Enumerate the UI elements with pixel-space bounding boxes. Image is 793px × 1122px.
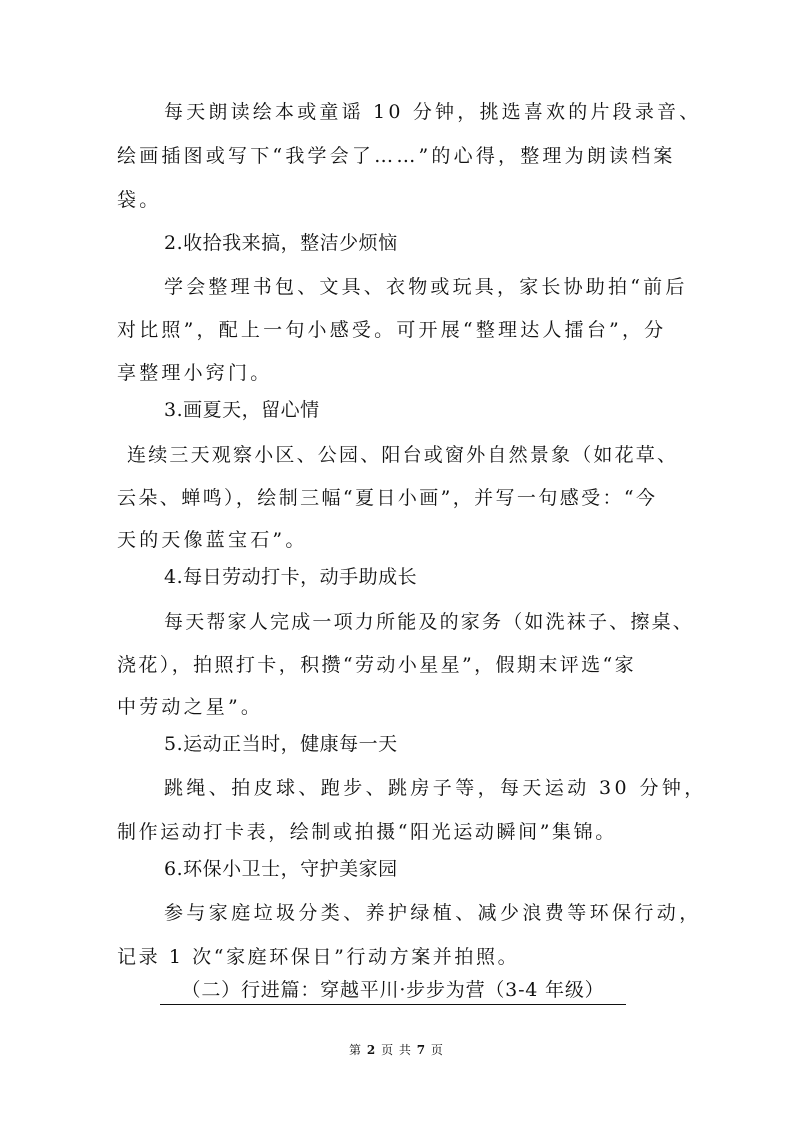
- paragraph-line: 跳绳、拍皮球、跑步、跳房子等，每天运动 30 分钟，: [164, 777, 707, 799]
- paragraph-line: 连续三天观察小区、公园、阳台或窗外自然景象（如花草、: [127, 444, 679, 466]
- paragraph-line: 学会整理书包、文具、衣物或玩具，家长协助拍“前后: [164, 276, 688, 298]
- paragraph-line: 云朵、蝉鸣），绘制三幅“夏日小画”，并写一句感受：“今: [117, 487, 658, 509]
- paragraph-line: 享整理小窍门。: [117, 362, 273, 384]
- paragraph-line: 绘画插图或写下“我学会了……”的心得，整理为朗读档案: [117, 145, 676, 167]
- paragraph-line: 每天帮家人完成一项力所能及的家务（如洗袜子、擦桌、: [164, 611, 695, 633]
- item-heading: 4.每日劳动打卡，动手助成长: [164, 566, 418, 588]
- paragraph-line: 对比照”，配上一句小感受。可开展“整理达人擂台”，分: [117, 319, 667, 341]
- footer-middle: 页 共: [381, 1043, 412, 1057]
- page-footer: [0, 1041, 793, 1058]
- footer-suffix: 页: [430, 1043, 444, 1057]
- paragraph-line: 参与家庭垃圾分类、养护绿植、减少浪费等环保行动，: [164, 902, 702, 924]
- paragraph-line: 浇花），拍照打卡，积攒“劳动小星星”，假期末评选“家: [117, 654, 637, 676]
- paragraph-line: 袋。: [117, 189, 162, 211]
- item-heading: 6.环保小卫士，守护美家园: [164, 858, 398, 880]
- paragraph-line: 中劳动之星”。: [117, 696, 264, 718]
- paragraph-line: 制作运动打卡表，绘制或拍摄“阳光运动瞬间”集锦。: [117, 821, 617, 843]
- item-heading: 2.收拾我来搞，整洁少烦恼: [164, 232, 398, 254]
- item-heading: 5.运动正当时，健康每一天: [164, 733, 398, 755]
- footer-total-pages: 7: [416, 1043, 427, 1057]
- item-heading: 3.画夏天，留心情: [164, 399, 320, 421]
- paragraph-line: 天的天像蓝宝石”。: [117, 529, 308, 551]
- paragraph-line: 记录 1 次“家庭环保日”行动方案并拍照。: [117, 946, 520, 968]
- section-title: （二）行进篇：穿越平川·步步为营（3-4 年级）: [160, 978, 626, 1005]
- footer-current-page: 2: [366, 1043, 377, 1057]
- paragraph-line: 每天朗读绘本或童谣 10 分钟，挑选喜欢的片段录音、: [164, 101, 702, 123]
- footer-prefix: 第: [349, 1043, 363, 1057]
